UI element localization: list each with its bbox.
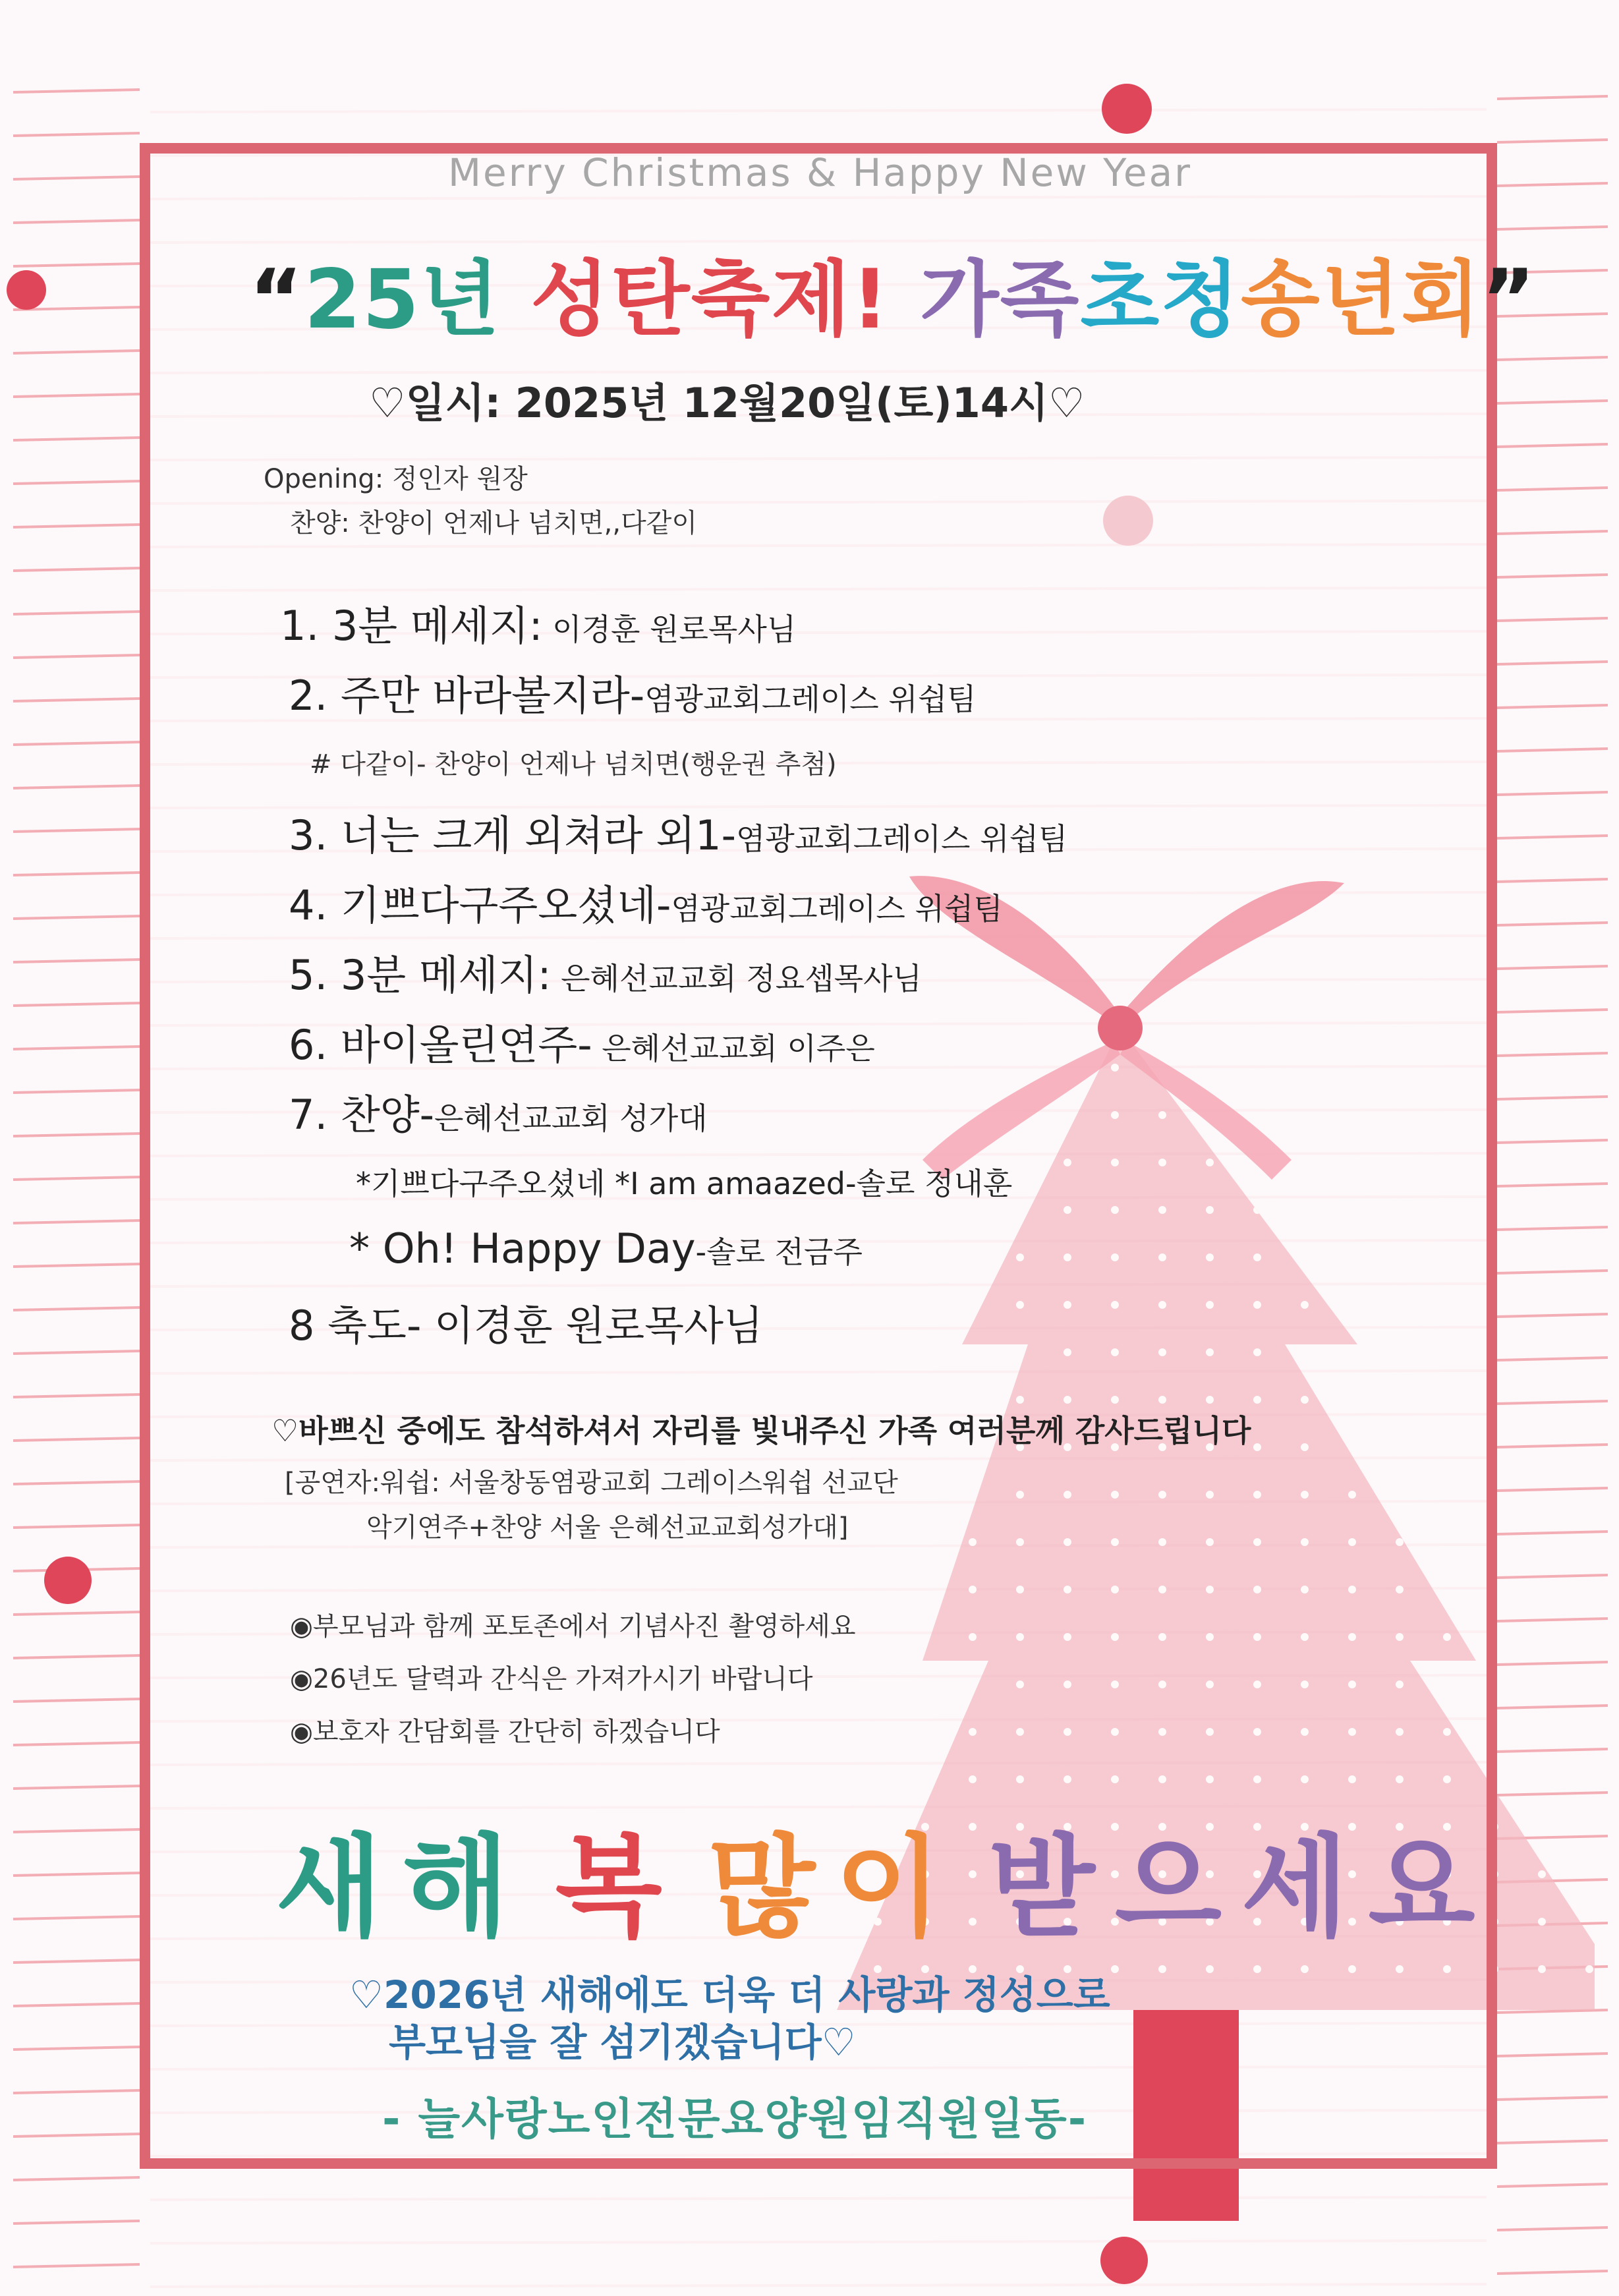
notebook-line [13,1220,140,1223]
notebook-line [13,1003,140,1006]
program-item-sub: 염광교회그레이스 위쉽팀 [735,821,1068,857]
program-item-main: 7. 찬양- [289,1091,435,1139]
notebook-line [13,1438,140,1441]
greeting-text: Merry Christmas & Happy New Year [448,150,1192,195]
notebook-line [13,612,140,614]
notebook-line [13,699,140,701]
program-item [280,593,796,652]
notebook-line [1497,1227,1608,1230]
notebook-line [13,2264,140,2267]
title-open-quote: “ [249,252,304,347]
notebook-line [1497,1140,1608,1143]
notebook-line [1497,1358,1608,1360]
title-close-quote: ” [1481,252,1537,347]
notebook-line [1497,1619,1608,1621]
notebook-line [1497,2053,1608,2056]
notebook-line [1497,575,1608,577]
notebook-line [13,1829,140,1832]
notebook-line [13,1264,140,1267]
notebook-line [1497,1793,1608,1795]
notice-item: ◉보호자 간담회를 간단히 하겠습니다 [290,1717,720,1747]
notebook-line [1497,1184,1608,1186]
notebook-line [13,133,140,136]
new-year-word-2: 복 [555,1823,682,1952]
performers-line-1: [공연자:워쉽: 서울창동염광교회 그레이스워쉽 선교단 [285,1468,898,1498]
notebook-line [13,1307,140,1310]
notebook-line [1497,662,1608,664]
notebook-line [13,1916,140,1919]
notebook-line [1497,618,1608,621]
program-item-main: 6. 바이올린연주- [289,1021,592,1069]
notebook-line [13,438,140,440]
program-item [289,942,922,1001]
notice-item: ◉부모님과 함께 포토존에서 기념사진 촬영하세요 [290,1611,856,1642]
program-item [289,663,977,722]
notebook-line [1497,1749,1608,1752]
notebook-line [13,568,140,571]
notebook-line [13,1655,140,1658]
notebook-line [1497,2097,1608,2100]
notebook-line [13,2177,140,2180]
solo-line-2-sub: -솔로 전금주 [695,1234,863,1270]
solo-line-1: *기쁘다구주오셨네 *I am amaazed-솔로 정내훈 [356,1166,1013,1201]
notebook-line [1497,792,1608,795]
notebook-line [13,2090,140,2093]
notebook-line [13,1742,140,1745]
program-item-main: 4. 기쁘다구주오셨네- [289,881,671,929]
program-item-main: 8 축도- 이경훈 원로목사님 [289,1302,763,1350]
notebook-line [13,1873,140,1876]
notebook-line [1497,1662,1608,1665]
program-item [289,1012,875,1071]
notebook-line [1497,1314,1608,1317]
notebook-line [1497,401,1608,403]
hymn-line: 찬양: 찬양이 언제나 넘치면,,다같이 [290,508,698,538]
notebook-line [1497,1053,1608,1056]
notebook-line [150,2197,1487,2200]
solo-line-2 [349,1224,863,1273]
notebook-line [1497,531,1608,534]
notebook-line [1497,966,1608,969]
notebook-line [1497,96,1608,99]
notebook-line [13,916,140,919]
title-part-family: 가족 [919,252,1081,347]
notebook-line [1497,1445,1608,1447]
new-year-word-4: 받으세요 [988,1823,1495,1952]
new-year-greeting [275,1799,1521,1958]
notebook-line [1497,2271,1608,2274]
notebook-line [13,2047,140,2050]
notebook-line [13,264,140,266]
notebook-line [1497,2227,1608,2230]
notebook-line [1497,2140,1608,2143]
notebook-line [1497,1401,1608,1404]
title-part-festival: 성탄축제! [530,252,890,347]
notebook-line [1497,836,1608,838]
program-item [289,873,1003,931]
notebook-line [1497,923,1608,925]
program-item [289,1293,763,1352]
notebook-line [13,2134,140,2137]
notebook-line [13,2003,140,2006]
notebook-line [1497,140,1608,142]
notebook-line [13,1612,140,1615]
notebook-line [13,1699,140,1702]
notebook-line [13,177,140,179]
notebook-line [1497,444,1608,447]
opening-line: Opening: 정인자 원장 [264,464,528,494]
notebook-line [13,1047,140,1049]
notebook-line [150,2241,1487,2243]
program-item-sub: 은혜선교교회 이주은 [592,1031,875,1066]
notebook-line [13,829,140,832]
program-item [289,803,1067,861]
program-item-sub: 염광교회그레이스 위쉽팀 [671,891,1003,927]
closing-line-2: 부모님을 잘 섬기겠습니다♡ [389,2020,856,2065]
notebook-line [1497,1097,1608,1099]
program-item-main: 1. 3분 메세지: [280,602,543,650]
thanks-message: ♡바쁘신 중에도 참석하셔서 자리를 빛내주신 가족 여러분께 감사드립니다 [271,1413,1251,1449]
notebook-line [150,2284,1487,2287]
together-note: # 다같이- 찬양이 언제나 넘치면(행운권 추첨) [310,749,837,780]
notebook-line [1497,1532,1608,1534]
solo-line-2-main: * Oh! Happy Day [349,1224,696,1273]
notebook-line [1497,1271,1608,1273]
program-item [289,1082,708,1141]
notebook-line [1497,1488,1608,1491]
notebook-line [13,960,140,962]
event-datetime: ♡일시: 2025년 12월20일(토)14시♡ [369,379,1085,427]
notebook-line [1497,749,1608,751]
notebook-line [1497,1010,1608,1012]
notebook-line [13,351,140,353]
notebook-line [1497,1575,1608,1578]
notebook-line [13,1134,140,1136]
notebook-line [13,873,140,875]
notebook-line [13,1351,140,1354]
closing-line-1: ♡2026년 새해에도 더욱 더 사랑과 정성으로 [349,1972,1110,2017]
notice-item: ◉26년도 달력과 간식은 가져가시기 바랍니다 [290,1664,813,1694]
notebook-line [1497,357,1608,360]
program-item-sub: 은혜선교교회 성가대 [434,1101,708,1136]
program-item-main: 3. 너는 크게 외쳐라 외1- [289,811,736,859]
notebook-line [13,1090,140,1093]
notebook-line [13,90,140,92]
notebook-line [13,1481,140,1484]
event-title [249,234,1537,351]
title-part-yearend: 송년회 [1241,252,1482,347]
notebook-line [13,1786,140,1789]
notebook-line [13,525,140,527]
notebook-line [13,655,140,658]
notebook-line [150,109,1487,112]
program-item-sub: 이경훈 원로목사님 [542,612,797,647]
notebook-line [13,481,140,484]
notebook-line [13,1960,140,1963]
notebook-line [13,786,140,788]
notebook-line [1497,1706,1608,1708]
notebook-line [13,1525,140,1528]
notebook-line [1497,2010,1608,2013]
performers-line-2: 악기연주+찬양 서울 은혜선교교회성가대] [366,1512,849,1543]
notebook-line [1497,705,1608,708]
program-item-sub: 은혜선교교회 정요셉목사님 [551,961,922,996]
title-part-year: 25년 [304,252,501,347]
notebook-line [1497,227,1608,229]
program-item-main: 2. 주만 바라볼지라- [289,672,645,720]
signature: - 늘사랑노인전문요양원임직원일동- [382,2094,1088,2144]
notebook-line [13,742,140,745]
notebook-line [1497,879,1608,882]
new-year-word-3: 많이 [708,1823,962,1952]
notebook-line [13,220,140,223]
title-part-invite: 초청 [1080,252,1241,347]
notebook-line [13,2221,140,2224]
notebook-line [1497,488,1608,490]
notebook-line [13,1394,140,1397]
notebook-line [1497,2184,1608,2187]
notebook-line [13,394,140,397]
program-item-sub: 염광교회그레이스 위쉽팀 [644,681,977,717]
new-year-word-1: 새해 [275,1823,529,1952]
program-item-main: 5. 3분 메세지: [289,951,552,999]
notebook-line [13,1177,140,1180]
notebook-line [1497,183,1608,186]
